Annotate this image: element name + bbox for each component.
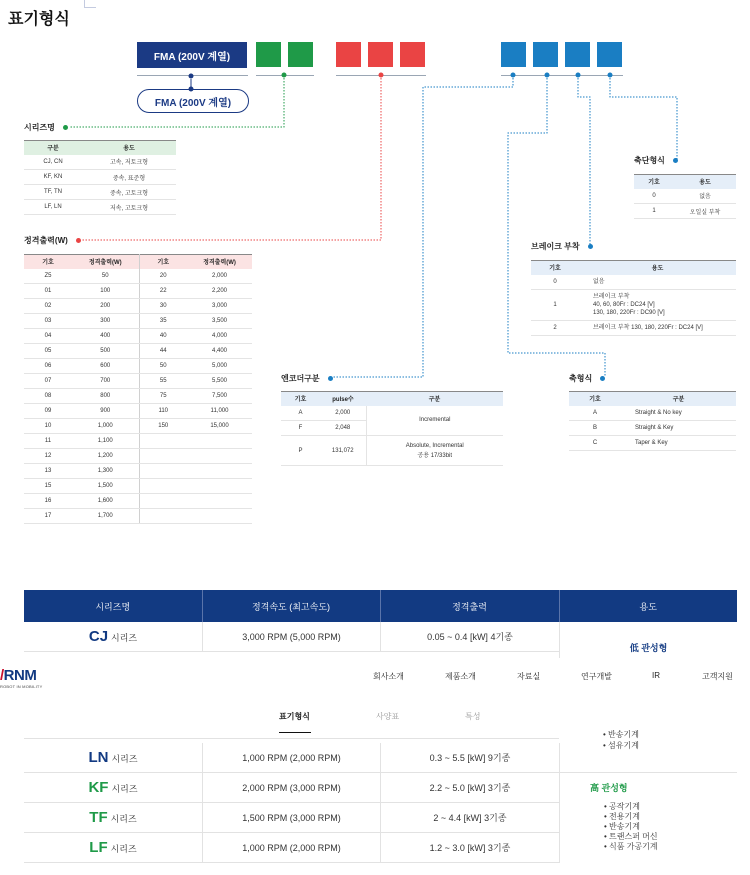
encoder-label — [281, 373, 333, 384]
blue-dot-icon — [588, 244, 593, 249]
table-cell — [139, 509, 187, 524]
series-cell — [24, 628, 202, 645]
site-logo[interactable] — [0, 667, 42, 689]
brake-label — [531, 241, 593, 252]
table-cell: 1,600 — [72, 494, 139, 509]
speed-cell: 2,000 RPM (3,000 RPM) — [202, 773, 380, 802]
series-suffix: 시리즈 — [110, 814, 137, 824]
code-slot-output-2 — [368, 42, 393, 67]
table-row — [24, 494, 252, 509]
table-cell: 4,400 — [187, 344, 252, 359]
cell-line: Absolute, Incremental — [405, 442, 464, 449]
use-cell-low-end — [559, 743, 737, 773]
series-cell — [24, 779, 202, 796]
table-cell — [366, 436, 503, 466]
cell-line: 없음 — [593, 278, 605, 285]
series-row-lf — [24, 833, 559, 863]
table-header: 정격출력(W) — [72, 255, 139, 269]
output-underline — [336, 75, 426, 76]
code-slot-series-1 — [256, 42, 281, 67]
table-cell — [579, 290, 736, 321]
table-row — [281, 436, 503, 466]
use-item: • 공작기계 — [604, 802, 737, 812]
shaft-type-label — [569, 373, 605, 384]
shaft-type-text: 축형식 — [569, 374, 593, 383]
table-row — [24, 170, 176, 185]
table-cell: 200 — [72, 299, 139, 314]
table-cell: Z5 — [24, 269, 72, 284]
table-cell: Straight & Key — [621, 421, 736, 436]
rated-output-label — [24, 235, 81, 246]
table-row — [531, 290, 736, 321]
cell-line: 브레이크 부착 130, 180, 220Fr : DC24 [V] — [593, 325, 703, 331]
table-cell: 100 — [72, 284, 139, 299]
table-cell: Straight & No key — [621, 406, 736, 421]
table-cell: 40 — [139, 329, 187, 344]
brake-text: 브레이크 부착 — [531, 242, 580, 251]
table-cell: P — [281, 436, 320, 466]
code-slot-shaft-type — [533, 42, 558, 67]
table-cell: 50 — [72, 269, 139, 284]
table-cell: 07 — [24, 374, 72, 389]
active-tab-underline — [279, 732, 311, 733]
table-cell: 131,072 — [320, 436, 366, 466]
table-cell: A — [281, 406, 320, 421]
table-header: 기호 — [139, 255, 187, 269]
table-cell: 900 — [72, 404, 139, 419]
table-cell: 20 — [139, 269, 187, 284]
logo-tagline: ROBOT IN MOBILITY — [0, 684, 43, 689]
table-cell: 3,000 — [187, 299, 252, 314]
table-header: 정격출력(W) — [187, 255, 252, 269]
table-row — [531, 275, 736, 290]
table-cell: 없음 — [674, 189, 736, 204]
table-cell: 2,000 — [320, 406, 366, 421]
table-cell: 35 — [139, 314, 187, 329]
speed-cell: 1,500 RPM (3,000 RPM) — [202, 803, 380, 832]
low-inertia-label: 低 관성형 — [629, 643, 668, 653]
table-cell: 17 — [24, 509, 72, 524]
shaft-type-table — [569, 391, 736, 451]
table-cell: 1,300 — [72, 464, 139, 479]
output-cell: 0.3 ~ 5.5 [kW] 9기종 — [380, 743, 559, 772]
table-cell: 2,200 — [187, 284, 252, 299]
table-cell: 2 — [531, 321, 579, 336]
table-header: 기호 — [531, 261, 579, 275]
nav-products[interactable]: 제품소개 — [445, 672, 476, 681]
table-row — [24, 299, 252, 314]
high-inertia-use-list — [590, 802, 737, 852]
series-row-ln — [24, 743, 559, 773]
output-cell: 2.2 ~ 5.0 [kW] 3기종 — [380, 773, 559, 802]
table-cell: 02 — [24, 299, 72, 314]
table-cell: 1 — [634, 204, 674, 219]
table-cell — [139, 494, 187, 509]
code-slot-brake — [565, 42, 590, 67]
model-underline — [137, 75, 248, 76]
table-row — [24, 359, 252, 374]
table-cell — [139, 449, 187, 464]
table-row — [24, 419, 252, 434]
table-cell: 10 — [24, 419, 72, 434]
use-item: • 반송기계 — [603, 729, 639, 740]
table-cell: 22 — [139, 284, 187, 299]
table-row — [24, 314, 252, 329]
blue-dot-icon — [673, 158, 678, 163]
table-cell — [579, 321, 736, 336]
logo-main: RNM — [3, 667, 37, 684]
output-cell: 2 ~ 4.4 [kW] 3기종 — [380, 803, 559, 832]
table-header: 용도 — [674, 175, 736, 189]
table-cell: 2,048 — [320, 421, 366, 436]
table-cell — [579, 275, 736, 290]
table-header: 기호 — [281, 392, 320, 406]
table-row — [281, 406, 503, 421]
rated-output-text: 정격출력(W) — [24, 236, 68, 245]
table-header: 구분 — [366, 392, 503, 406]
table-row — [24, 389, 252, 404]
series-row-tf — [24, 803, 559, 833]
table-cell — [187, 449, 252, 464]
table-row — [24, 344, 252, 359]
table-cell: 0 — [634, 189, 674, 204]
code-slot-shaft-end — [597, 42, 622, 67]
table-cell: 7,500 — [187, 389, 252, 404]
table-cell: 600 — [72, 359, 139, 374]
table-cell: CJ, CN — [24, 155, 82, 170]
table-cell: 03 — [24, 314, 72, 329]
table-cell: 11 — [24, 434, 72, 449]
table-cell: 150 — [139, 419, 187, 434]
table-cell: 0 — [531, 275, 579, 290]
cell-line: 브레이크 부착 — [593, 294, 630, 300]
rated-output-table — [24, 254, 252, 524]
table-cell — [139, 434, 187, 449]
shaft-end-label — [634, 155, 678, 166]
table-header: 구분 — [621, 392, 736, 406]
table-cell: 15,000 — [187, 419, 252, 434]
table-cell: 09 — [24, 404, 72, 419]
table-row — [24, 449, 252, 464]
code-slot-encoder — [501, 42, 526, 67]
table-cell: 300 — [72, 314, 139, 329]
table-cell: 4,000 — [187, 329, 252, 344]
table-cell: 중속, 고토크형 — [82, 185, 176, 200]
table-cell: 11,000 — [187, 404, 252, 419]
model-code-pill: FMA (200V 계열) — [137, 89, 249, 113]
green-dot-icon — [63, 125, 68, 130]
series-suffix: 시리즈 — [111, 754, 138, 764]
table-header: 구분 — [24, 141, 82, 155]
table-cell: 16 — [24, 494, 72, 509]
table-cell: 저속, 고토크형 — [82, 200, 176, 215]
nav-resources[interactable]: 자료실 — [517, 672, 541, 681]
table-cell: 110 — [139, 404, 187, 419]
table-row — [531, 321, 736, 336]
nav-ir[interactable]: IR — [652, 671, 660, 680]
speed-cell: 1,000 RPM (2,000 RPM) — [202, 833, 380, 862]
table-header: 용도 — [579, 261, 736, 275]
table-cell: A — [569, 406, 621, 421]
table-row — [24, 374, 252, 389]
use-item: • 반송기계 — [604, 822, 737, 832]
table-header: 기호 — [569, 392, 621, 406]
series-row-cj — [24, 622, 559, 652]
use-item: • 트랜스퍼 머신 — [604, 832, 737, 842]
cell-line: 40, 60, 80Fr : DC24 [V] — [593, 302, 655, 308]
table-cell: 55 — [139, 374, 187, 389]
table-cell: 13 — [24, 464, 72, 479]
table-cell: 12 — [24, 449, 72, 464]
use-item: • 전용기계 — [604, 812, 737, 822]
shaft-end-text: 축단형식 — [634, 156, 665, 165]
table-cell: 1,500 — [72, 479, 139, 494]
table-cell: LF, LN — [24, 200, 82, 215]
table-row — [24, 434, 252, 449]
table-cell: 700 — [72, 374, 139, 389]
table-cell: TF, TN — [24, 185, 82, 200]
options-underline — [501, 75, 623, 76]
use-cell-high — [559, 773, 737, 863]
table-row — [634, 204, 736, 219]
encoder-table — [281, 391, 503, 466]
series-name-text: 시리즈명 — [24, 123, 55, 132]
table-cell: 5,000 — [187, 359, 252, 374]
series-cell — [24, 749, 202, 766]
logo-text — [0, 667, 42, 684]
table-cell: 1,100 — [72, 434, 139, 449]
series-cell — [24, 839, 202, 856]
corner-decoration — [84, 0, 96, 8]
table-header: 기호 — [24, 255, 72, 269]
series-name-label — [24, 122, 68, 133]
speed-cell: 3,000 RPM (5,000 RPM) — [202, 622, 380, 651]
table-cell — [139, 464, 187, 479]
table-cell: Taper & Key — [621, 436, 736, 451]
table-header: 기호 — [634, 175, 674, 189]
site-navbar — [0, 658, 750, 738]
series-cell — [24, 809, 202, 826]
table-header: 시리즈명 — [24, 590, 202, 622]
table-cell: 01 — [24, 284, 72, 299]
table-cell: Incremental — [366, 406, 503, 436]
table-cell: 75 — [139, 389, 187, 404]
table-cell — [139, 479, 187, 494]
series-underline — [256, 75, 314, 76]
use-cell-low — [559, 622, 737, 658]
table-cell: 중속, 표준형 — [82, 170, 176, 185]
table-cell: 800 — [72, 389, 139, 404]
table-row — [634, 189, 736, 204]
blue-dot-icon — [328, 376, 333, 381]
series-code: LF — [89, 839, 108, 856]
shaft-end-table — [634, 174, 736, 219]
brake-table — [531, 260, 736, 336]
table-header: 용도 — [559, 590, 737, 622]
table-cell: 고속, 저토크형 — [82, 155, 176, 170]
table-cell: 50 — [139, 359, 187, 374]
table-cell: 15 — [24, 479, 72, 494]
table-cell — [187, 479, 252, 494]
series-row-kf — [24, 773, 559, 803]
table-row — [24, 404, 252, 419]
table-cell: 오일실 부착 — [674, 204, 736, 219]
table-cell: 30 — [139, 299, 187, 314]
logo-slash-icon: / — [0, 667, 4, 684]
table-row — [24, 185, 176, 200]
series-comparison-table — [24, 590, 737, 622]
code-slot-series-2 — [288, 42, 313, 67]
code-slot-output-3 — [400, 42, 425, 67]
table-row — [569, 421, 736, 436]
table-row — [24, 269, 252, 284]
use-item: • 식품 가공기계 — [604, 842, 737, 852]
tab-notation[interactable]: 표기형식 — [279, 712, 310, 721]
table-cell: F — [281, 421, 320, 436]
page-title: 표기형식 — [8, 11, 70, 28]
tab-characteristics[interactable]: 특성 — [465, 712, 481, 721]
table-header: pulse수 — [320, 392, 366, 406]
table-cell: 1 — [531, 290, 579, 321]
table-cell: 08 — [24, 389, 72, 404]
table-row — [24, 509, 252, 524]
series-suffix: 시리즈 — [110, 844, 137, 854]
code-slot-output-1 — [336, 42, 361, 67]
series-code: LN — [88, 749, 109, 766]
table-cell: 2,000 — [187, 269, 252, 284]
table-cell: 400 — [72, 329, 139, 344]
use-item: • 섬유기계 — [603, 740, 639, 751]
table-cell: 1,200 — [72, 449, 139, 464]
blue-dot-icon — [600, 376, 605, 381]
table-cell: 44 — [139, 344, 187, 359]
table-row — [24, 329, 252, 344]
cell-line: 공용 17/33bit — [417, 452, 453, 459]
tab-specs[interactable]: 사양표 — [376, 712, 400, 721]
table-cell — [187, 464, 252, 479]
table-cell: KF, KN — [24, 170, 82, 185]
output-cell: 1.2 ~ 3.0 [kW] 3기종 — [380, 833, 559, 862]
nav-support[interactable]: 고객지원 — [702, 672, 733, 681]
table-row — [24, 200, 176, 215]
table-row — [24, 155, 176, 170]
series-name-table — [24, 140, 176, 215]
table-cell: 500 — [72, 344, 139, 359]
table-row — [24, 464, 252, 479]
cell-line: 130, 180, 220Fr : DC90 [V] — [593, 310, 665, 316]
table-cell — [187, 509, 252, 524]
nav-research[interactable]: 연구개발 — [581, 672, 612, 681]
table-row — [24, 479, 252, 494]
high-inertia-label: 高 관성형 — [590, 783, 628, 793]
speed-cell: 1,000 RPM (2,000 RPM) — [202, 743, 380, 772]
table-cell: C — [569, 436, 621, 451]
table-cell: 3,500 — [187, 314, 252, 329]
red-dot-icon — [76, 238, 81, 243]
table-row — [24, 284, 252, 299]
table-cell: B — [569, 421, 621, 436]
output-cell: 0.05 ~ 0.4 [kW] 4기종 — [380, 622, 559, 651]
table-cell: 1,700 — [72, 509, 139, 524]
table-header: 정격속도 (최고속도) — [202, 590, 380, 622]
model-code-box: FMA (200V 계열) — [137, 42, 247, 68]
table-row — [569, 436, 736, 451]
series-suffix: 시리즈 — [111, 784, 138, 794]
series-code: TF — [89, 809, 108, 826]
table-cell: 04 — [24, 329, 72, 344]
table-cell: 06 — [24, 359, 72, 374]
table-header: 정격출력 — [380, 590, 559, 622]
table-cell — [187, 494, 252, 509]
table-header: 용도 — [82, 141, 176, 155]
nav-about[interactable]: 회사소개 — [373, 672, 404, 681]
series-code: KF — [88, 779, 109, 796]
series-code: CJ — [88, 628, 109, 645]
row-divider — [24, 738, 559, 739]
table-row — [569, 406, 736, 421]
table-cell — [187, 434, 252, 449]
table-cell: 5,500 — [187, 374, 252, 389]
table-cell: 05 — [24, 344, 72, 359]
series-suffix: 시리즈 — [111, 633, 138, 643]
encoder-text: 엔코더구분 — [281, 374, 320, 383]
table-cell: 1,000 — [72, 419, 139, 434]
